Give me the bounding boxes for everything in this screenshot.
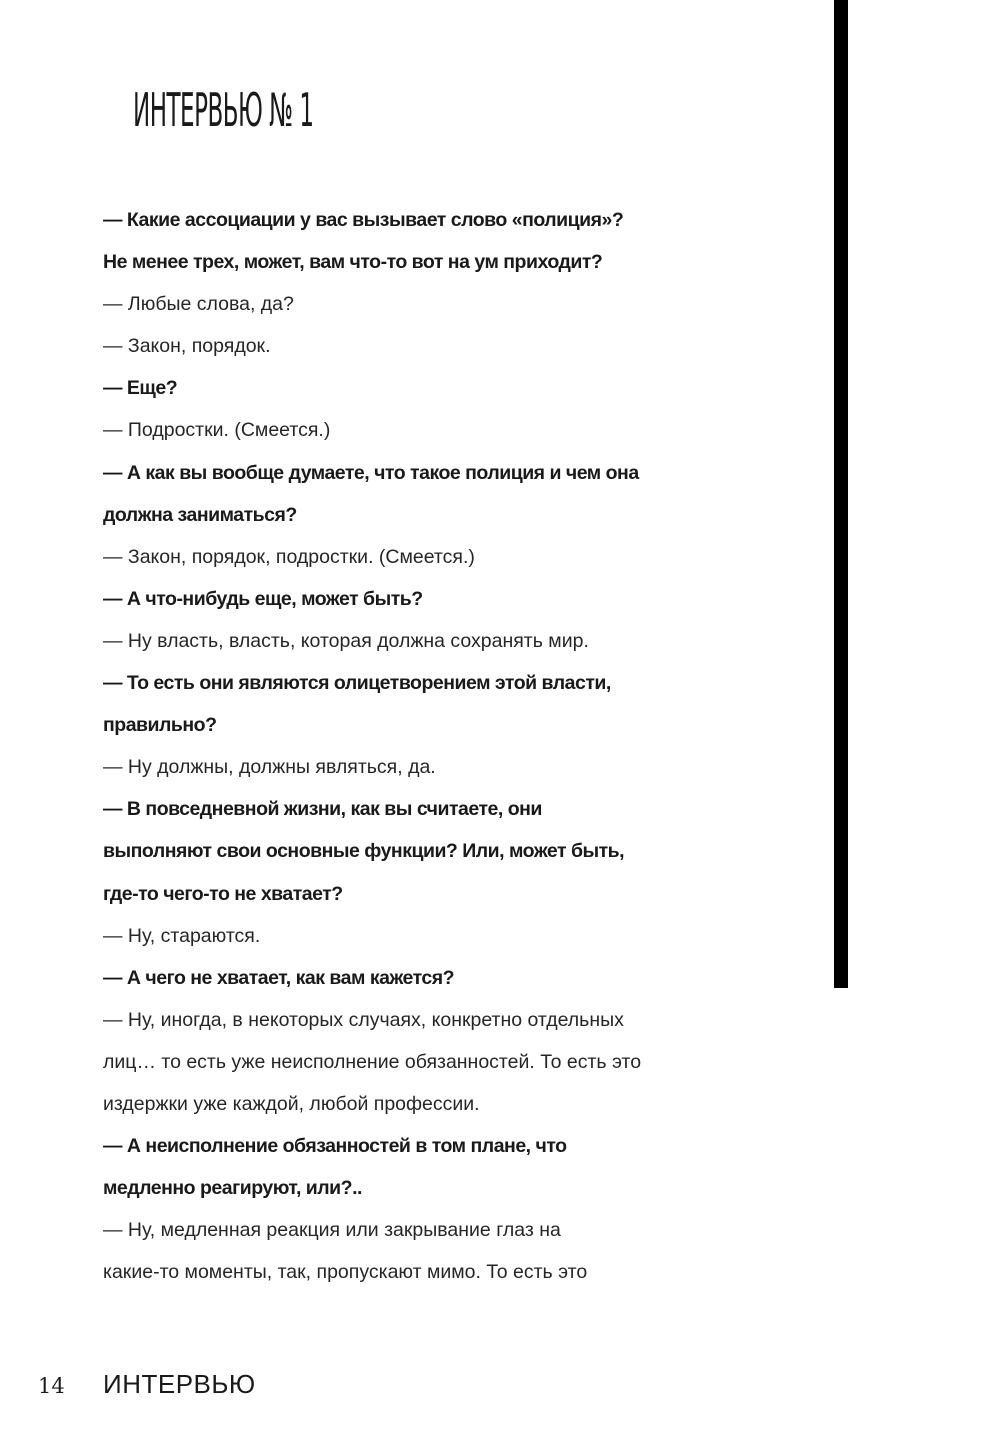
- question-line: медленно реагируют, или?..: [103, 1177, 362, 1200]
- page-footer: [0, 1364, 400, 1404]
- decorative-side-bar: [834, 0, 848, 988]
- answer-line: — Ну должны, должны являться, да.: [103, 756, 436, 779]
- question-line: — То есть они являются олицетворением этой власти,: [103, 672, 611, 695]
- question-line: — В повседневной жизни, как вы считаете, они: [103, 798, 542, 821]
- question-line: — А что-нибудь еще, может быть?: [103, 587, 423, 610]
- answer-line: издержки уже каждой, любой профессии.: [103, 1092, 480, 1115]
- page-number: 14: [38, 1374, 65, 1398]
- question-line: Не менее трех, может, вам что-то вот на ум приходит?: [103, 251, 603, 274]
- answer-line: — Ну власть, власть, которая должна сохранять мир.: [103, 629, 589, 652]
- question-line: должна заниматься?: [103, 503, 297, 526]
- question-line: — А как вы вообще думаете, что такое полиция и чем она: [103, 461, 639, 484]
- answer-line: — Ну, стараются.: [103, 924, 261, 947]
- answer-line: — Ну, иногда, в некоторых случаях, конкретно отдельных: [103, 1008, 624, 1031]
- answer-line: — Подростки. (Смеется.): [103, 419, 331, 442]
- question-line: — Еще?: [103, 377, 178, 400]
- answer-line: — Ну, медленная реакция или закрывание глаз на: [103, 1219, 561, 1242]
- question-line: — Какие ассоциации у вас вызывает слово «полиция»?: [103, 209, 624, 231]
- question-line: — А неисполнение обязанностей в том плане, что: [103, 1135, 567, 1158]
- interview-title: ИНТЕРВЬЮ № 1: [133, 83, 314, 137]
- question-line: выполняют свои основные функции? Или, может быть,: [103, 840, 625, 863]
- running-header: ИНТЕРВЬЮ: [103, 1369, 256, 1399]
- answer-line: — Любые слова, да?: [103, 293, 294, 316]
- question-line: где-то чего-то не хватает?: [103, 882, 343, 905]
- answer-line: — Закон, порядок, подростки. (Смеется.): [103, 545, 475, 568]
- answer-line: — Закон, порядок.: [103, 335, 271, 358]
- answer-line: какие-то моменты, так, пропускают мимо. То есть это: [103, 1261, 588, 1284]
- question-line: — А чего не хватает, как вам кажется?: [103, 966, 455, 989]
- question-line: правильно?: [103, 714, 217, 737]
- interview-text: [103, 199, 683, 1293]
- answer-line: лиц… то есть уже неисполнение обязанностей. То есть это: [103, 1050, 642, 1073]
